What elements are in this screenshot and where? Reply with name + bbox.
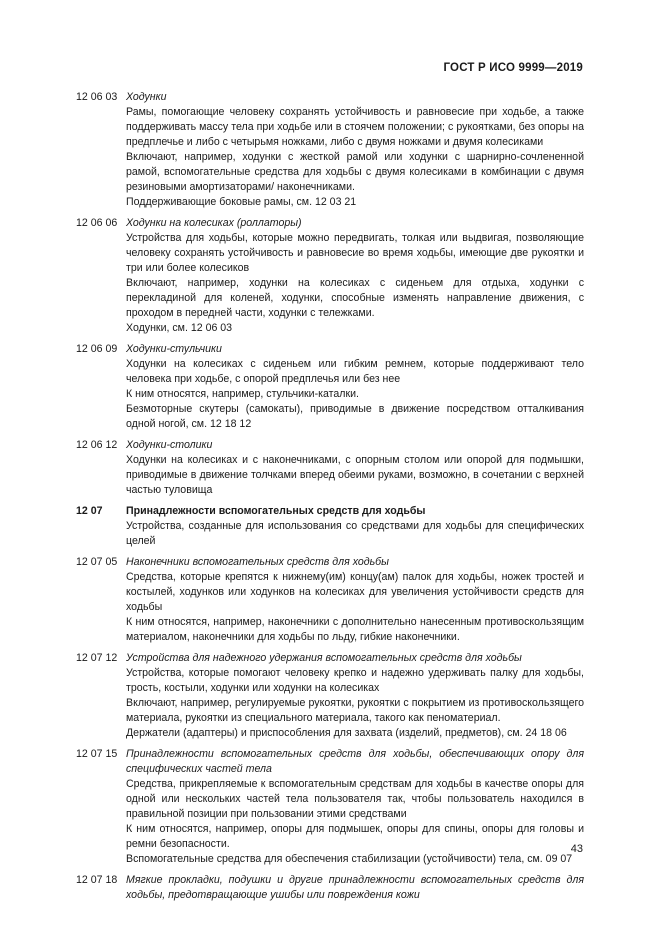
entry-paragraph: К ним относятся, например, стульчики-каталки. <box>126 388 359 400</box>
entry-paragraph: Поддерживающие боковые рамы, см. 12 03 21 <box>126 196 357 208</box>
entry-body <box>126 651 584 741</box>
entry-body <box>126 747 584 867</box>
entry-title: Наконечники вспомогательных средств для ходьбы <box>126 556 389 568</box>
entry-body <box>126 216 584 336</box>
entry-title: Ходунки <box>126 91 167 103</box>
classification-entry <box>76 651 584 741</box>
entry-paragraph: Ходунки, см. 12 06 03 <box>126 322 233 334</box>
standard-header: ГОСТ Р ИСО 9999—2019 <box>443 62 583 74</box>
entry-code: 12 06 03 <box>76 91 118 103</box>
entry-title: Ходунки на колесиках (роллаторы) <box>126 217 302 229</box>
entry-paragraph: Включают, например, ходунки с жесткой рамой или ходунки с шарнирно-сочлененной рамой, вспомогательные средства для ходьбы с двумя колесиками в комбинации с двумя резиновыми амортизаторами/ наконечниками. <box>126 151 584 193</box>
entry-code: 12 07 12 <box>76 652 118 664</box>
entry-paragraph: Держатели (адаптеры) и приспособления для захвата (изделий, предметов), см. 24 18 06 <box>126 727 567 739</box>
entry-title: Принадлежности вспомогательных средств для ходьбы <box>126 505 426 517</box>
entry-paragraph: Рамы, помогающие человеку сохранять устойчивость и равновесие при ходьбе, а также поддерживать массу тела при ходьбе или в стоячем положении; с рукоятками, без опоры на предплечье и либо с четырьмя ножками, либо с двумя ножками и двумя колесиками <box>126 106 584 148</box>
entry-code: 12 07 <box>76 505 103 517</box>
entry-body <box>126 342 584 432</box>
entry-paragraph: Ходунки на колесиках с сиденьем или гибким ремнем, которые поддерживают тело человека при ходьбе, с опорой предплечья или без нее <box>126 358 584 385</box>
classification-entry <box>76 555 584 645</box>
entry-paragraph: Устройства, созданные для использования со средствами для ходьбы для специфических целей <box>126 520 584 547</box>
classification-list <box>76 90 584 909</box>
entry-title: Устройства для надежного удержания вспомогательных средств для ходьбы <box>126 652 522 664</box>
classification-entry <box>76 747 584 867</box>
entry-paragraph: Вспомогательные средства для обеспечения стабилизации (устойчивости) тела, см. 09 07 <box>126 853 573 865</box>
classification-entry <box>76 90 584 210</box>
entry-code: 12 07 05 <box>76 556 118 568</box>
entry-code: 12 07 18 <box>76 874 118 886</box>
entry-body <box>126 90 584 210</box>
entry-title: Принадлежности вспомогательных средств для ходьбы, обеспечивающих опору для специфических частей тела <box>126 748 584 775</box>
entry-paragraph: К ним относятся, например, наконечники с дополнительно нанесенным противоскользящим материалом, наконечники для ходьбы по льду, гибкие наконечники. <box>126 616 584 643</box>
entry-body <box>126 555 584 645</box>
classification-entry <box>76 504 584 549</box>
classification-entry <box>76 873 584 903</box>
entry-body <box>126 504 584 549</box>
entry-code: 12 06 06 <box>76 217 118 229</box>
entry-body <box>126 438 584 498</box>
entry-paragraph: К ним относятся, например, опоры для подмышек, опоры для спины, опоры для головы и ремни безопасности. <box>126 823 584 850</box>
page-number: 43 <box>570 843 583 855</box>
entry-body <box>126 873 584 903</box>
entry-title: Мягкие прокладки, подушки и другие принадлежности вспомогательных средств для ходьбы, предотвращающие ушибы или повреждения кожи <box>126 874 584 901</box>
entry-paragraph: Ходунки на колесиках и с наконечниками, с опорным столом или опорой для подмышки, приводимые в движение толчками вперед обеими руками, возможно, в сочетании с верхней частью туловища <box>126 454 584 496</box>
entry-title: Ходунки-стульчики <box>126 343 222 355</box>
entry-paragraph: Устройства, которые помогают человеку крепко и надежно удерживать палку для ходьбы, трость, костыли, ходунки или ходунки на колесиках <box>126 667 584 694</box>
classification-entry <box>76 216 584 336</box>
entry-code: 12 06 09 <box>76 343 118 355</box>
entry-paragraph: Средства, которые крепятся к нижнему(им) концу(ам) палок для ходьбы, ножек тростей и костылей, ходунков или ходунков на колесиках для увеличения устойчивости средств для ходьбы <box>126 571 584 613</box>
entry-title: Ходунки-столики <box>126 439 213 451</box>
entry-paragraph: Средства, прикрепляемые к вспомогательным средствам для ходьбы в качестве опоры для одной или нескольких частей тела пользователя так, чтобы пользователь находился в правильной позиции при пользовании этими средствами <box>126 778 584 820</box>
classification-entry <box>76 438 584 498</box>
classification-entry <box>76 342 584 432</box>
entry-code: 12 07 15 <box>76 748 118 760</box>
entry-paragraph: Безмоторные скутеры (самокаты), приводимые в движение посредством отталкивания одной ногой, см. 12 18 12 <box>126 403 584 430</box>
entry-code: 12 06 12 <box>76 439 118 451</box>
entry-paragraph: Устройства для ходьбы, которые можно передвигать, толкая или выдвигая, позволяющие человеку сохранять устойчивость и равновесие во время ходьбы, имеющие две рукоятки и три или более колесиков <box>126 232 584 274</box>
entry-paragraph: Включают, например, регулируемые рукоятки, рукоятки с покрытием из противоскользящего материала, рукоятки из специального материала, такого как пеноматериал. <box>126 697 584 724</box>
entry-paragraph: Включают, например, ходунки на колесиках с сиденьем для отдыха, ходунки с перекладиной для коленей, ходунки, способные изменять направление движения, с проходом в передней части, ходунки с тележками. <box>126 277 584 319</box>
